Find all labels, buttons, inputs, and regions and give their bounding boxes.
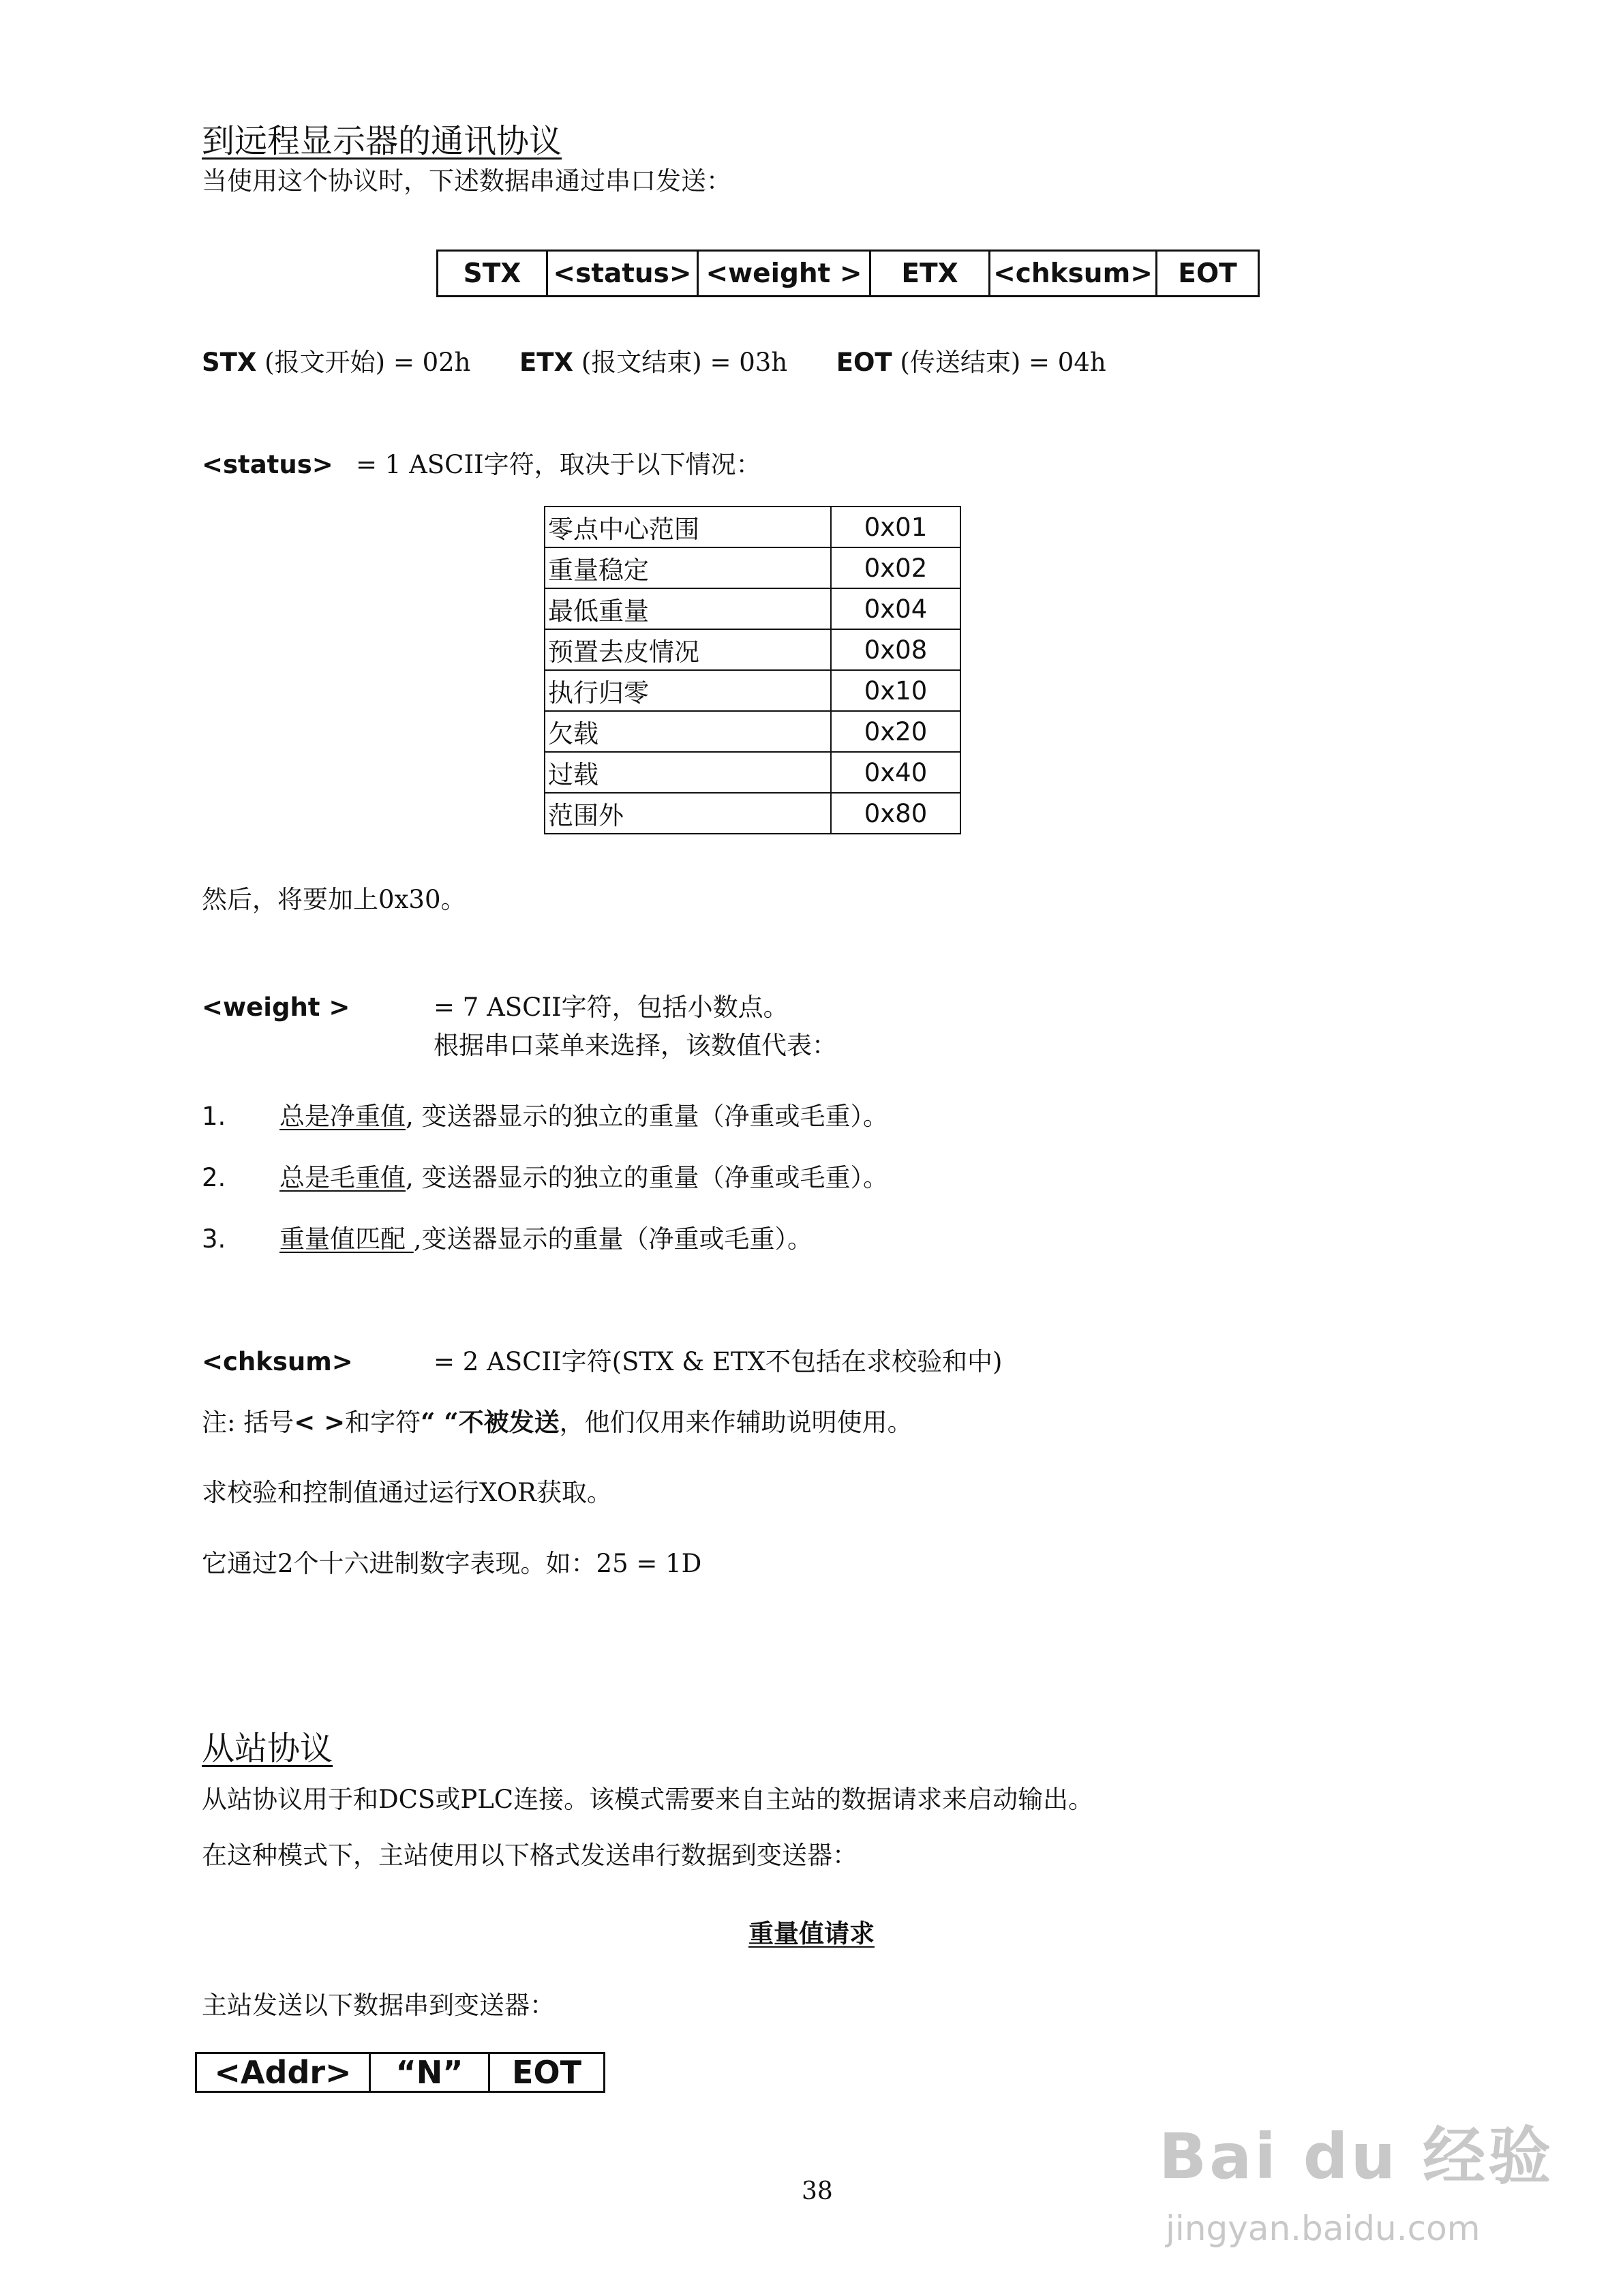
status-row (545, 711, 960, 752)
def-eot-key: EOT (836, 348, 892, 377)
status-row (545, 547, 960, 588)
watermark-url: jingyan.baidu.com (1166, 2209, 1481, 2248)
watermark-logo: Bai du 经验 (1159, 2120, 1554, 2193)
slave-subtitle: 重量值请求 (748, 1918, 875, 1948)
frame-cell-status: <status> (547, 251, 698, 297)
remote-intro: 当使用这个协议时，下述数据串通过串口发送： (202, 166, 731, 196)
weight-item (279, 1163, 888, 1193)
weight-label: <weight > (202, 993, 350, 1022)
chksum-xor: 求校验和控制值通过运行XOR获取。 (202, 1478, 612, 1507)
status-table (544, 506, 961, 834)
note-mid: 和字符 (345, 1408, 421, 1437)
status-desc-cell: 欠载 (545, 711, 831, 752)
note-end: ，他们仅用来作辅助说明使用。 (559, 1408, 913, 1437)
status-desc-cell: 过载 (545, 752, 831, 793)
status-desc-cell: 重量稳定 (545, 547, 831, 588)
status-hex-cell: 0x40 (831, 752, 960, 793)
request-frame-table (195, 2052, 605, 2093)
remote-frame-table (436, 250, 1260, 297)
status-desc-cell: 最低重量 (545, 588, 831, 629)
weight-item-term: 总是毛重值 (279, 1163, 406, 1192)
chksum-hex-example: 它通过2个十六进制数字表现。如：25 = 1D (202, 1549, 702, 1578)
weight-item-rest: , 变送器显示的独立的重量（净重或毛重）。 (406, 1163, 889, 1192)
status-desc-cell: 零点中心范围 (545, 507, 831, 547)
request-cell-n: “N” (370, 2053, 489, 2092)
status-hex-cell: 0x80 (831, 793, 960, 834)
def-stx-key: STX (202, 348, 257, 377)
note-brackets: < > (294, 1407, 346, 1437)
def-stx-desc: (报文开始) = 02h (256, 348, 471, 377)
weight-item-rest: , 变送器显示的独立的重量（净重或毛重）。 (406, 1102, 889, 1131)
weight-line2: 根据串口菜单来选择，该数值代表： (434, 1031, 837, 1060)
slave-send: 主站发送以下数据串到变送器： (202, 1991, 555, 2020)
status-label: <status> (202, 450, 333, 479)
chksum-label: <chksum> (202, 1347, 353, 1376)
frame-definitions (202, 348, 1106, 378)
weight-item-term: 总是净重值 (279, 1102, 406, 1131)
slave-line1: 从站协议用于和DCS或PLC连接。该模式需要来自主站的数据请求来启动输出。 (202, 1785, 1094, 1814)
status-row (545, 752, 960, 793)
frame-cell-stx: STX (438, 251, 547, 297)
chksum-note (202, 1407, 913, 1438)
status-row (545, 629, 960, 670)
weight-item-rest: ,变送器显示的重量（净重或毛重）。 (413, 1224, 813, 1254)
status-hex-cell: 0x01 (831, 507, 960, 547)
status-row (545, 793, 960, 834)
slave-line2: 在这种模式下，主站使用以下格式发送串行数据到变送器： (202, 1841, 858, 1870)
request-cell-addr: <Addr> (196, 2053, 370, 2092)
weight-item (279, 1102, 888, 1132)
weight-item (279, 1224, 813, 1254)
status-row (545, 670, 960, 711)
weight-item-number: 3. (202, 1224, 226, 1254)
status-hex-cell: 0x10 (831, 670, 960, 711)
status-hex-cell: 0x02 (831, 547, 960, 588)
status-hex-cell: 0x20 (831, 711, 960, 752)
def-etx-desc: (报文结束) = 03h (573, 348, 788, 377)
frame-cell-weight: <weight > (698, 251, 870, 297)
chksum-desc: = 2 ASCII字符(STX & ETX不包括在求校验和中) (434, 1347, 1003, 1376)
def-etx-key: ETX (519, 348, 574, 377)
status-hex-cell: 0x04 (831, 588, 960, 629)
status-hex-cell: 0x08 (831, 629, 960, 670)
weight-item-number: 2. (202, 1163, 226, 1192)
weight-item-number: 1. (202, 1102, 226, 1131)
frame-cell-eot: EOT (1157, 251, 1259, 297)
status-desc-cell: 执行归零 (545, 670, 831, 711)
section-title-remote-display: 到远程显示器的通讯协议 (202, 122, 562, 160)
status-row (545, 507, 960, 547)
note-bold: 不被发送 (458, 1407, 560, 1437)
section-title-slave: 从站协议 (202, 1729, 333, 1768)
page-number: 38 (802, 2177, 833, 2205)
def-eot-desc: (传送结束) = 04h (892, 348, 1106, 377)
status-row (545, 588, 960, 629)
frame-cell-etx: ETX (870, 251, 990, 297)
weight-line1: = 7 ASCII字符，包括小数点。 (434, 993, 789, 1022)
note-prefix: 注: 括号 (202, 1408, 294, 1437)
note-quotes: “ “ (421, 1407, 459, 1437)
frame-cell-chksum: <chksum> (990, 251, 1157, 297)
status-desc-cell: 范围外 (545, 793, 831, 834)
weight-item-term: 重量值匹配 (279, 1224, 414, 1254)
status-desc-cell: 预置去皮情况 (545, 629, 831, 670)
request-cell-eot: EOT (489, 2053, 605, 2092)
status-after-note: 然后，将要加上0x30。 (202, 885, 466, 914)
status-desc: = 1 ASCII字符，取决于以下情况： (356, 450, 761, 479)
